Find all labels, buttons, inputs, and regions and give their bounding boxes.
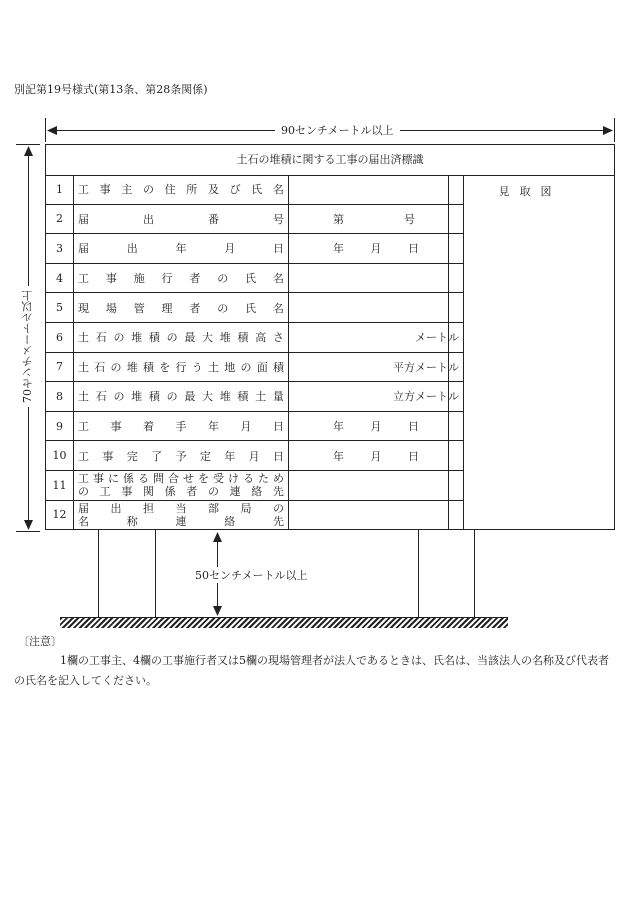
sign-post-left-inner [155, 530, 156, 618]
row-value [289, 175, 464, 204]
sign-post-left-outer [98, 530, 99, 618]
item-text: 工 事 完 了 予 定 年 月 日 [78, 449, 284, 463]
arrow-up-icon [213, 532, 222, 542]
row-number: 7 [46, 352, 74, 382]
arrow-left-icon [47, 126, 57, 135]
item-text: 現 場 管 理 者 の 氏 名 [78, 301, 284, 315]
post-height-label: 50センチメートル以上 [195, 569, 308, 582]
row-item [74, 263, 289, 293]
item-text-line2: 名 称 連 絡 先 [78, 514, 284, 528]
row-item [74, 470, 289, 500]
row-value [289, 204, 464, 234]
row-number: 3 [46, 234, 74, 264]
no-suffix: 号 [404, 212, 415, 226]
no-prefix: 第 [333, 212, 344, 226]
table-row [46, 204, 464, 234]
table-row [46, 382, 464, 412]
date-year: 年 [333, 242, 344, 256]
item-text: 工 事 主 の 住 所 及 び 氏 名 [78, 183, 284, 197]
row-value [289, 411, 464, 441]
row-value [289, 293, 464, 323]
width-label: 90センチメートル以上 [275, 122, 400, 138]
row-number: 2 [46, 204, 74, 234]
arrow-down-icon [24, 520, 33, 530]
date-day: 日 [408, 420, 419, 434]
table-row [46, 352, 464, 382]
date-month: 月 [370, 449, 382, 463]
table-row [46, 322, 464, 352]
date-day: 日 [408, 449, 419, 463]
table-row [46, 293, 464, 323]
item-text: 届 出 番 号 [78, 212, 284, 226]
table-row [46, 263, 464, 293]
arrow-down-icon [213, 606, 222, 616]
table-row [46, 234, 464, 264]
row-item [74, 204, 289, 234]
row-value [289, 500, 464, 530]
row-value [289, 441, 464, 471]
row-number: 10 [46, 441, 74, 471]
row-item [74, 322, 289, 352]
row-item [74, 441, 289, 471]
note-body: 1欄の工事主、4欄の工事施行者又は5欄の現場管理者が法人であるときは、氏名は、当該法人の名称及び代表者の氏名を記入してください。 [14, 654, 609, 687]
height-label: 70センチメートル以上 [20, 286, 36, 407]
height-dimension [16, 144, 40, 532]
arrow-up-icon [24, 146, 33, 156]
height-dim-bottom-tick [16, 531, 40, 532]
item-text: 工 事 施 行 者 の 氏 名 [78, 272, 284, 286]
row-number: 8 [46, 382, 74, 412]
row-item [74, 352, 289, 382]
sign-table [46, 175, 464, 530]
item-text: 届 出 年 月 日 [78, 242, 284, 256]
row-item [74, 234, 289, 264]
row-number: 1 [46, 175, 74, 204]
form-heading: 別記第19号様式(第13条、第28条関係) [14, 83, 208, 96]
row-item [74, 500, 289, 530]
width-dimension [45, 118, 615, 142]
item-text: 土 石 の 堆 積 の 最 大 堆 積 土 量 [78, 390, 284, 404]
sign-post-right-inner [418, 530, 419, 618]
row-number: 11 [46, 470, 74, 500]
item-text-line1: 工 事 に 係 る 問 合 せ を 受 け る た め [78, 472, 284, 486]
sign-post-right-outer [474, 530, 475, 618]
ground-hatching [60, 617, 508, 628]
item-text: 土 石 の 堆 積 の 最 大 堆 積 高 さ [78, 331, 284, 345]
row-value: 平方メートル [289, 352, 464, 382]
table-row [46, 500, 464, 530]
height-dim-top-tick [16, 144, 40, 145]
table-row [46, 411, 464, 441]
arrow-right-icon [603, 126, 613, 135]
note-title: 〔注意〕 [18, 635, 62, 648]
table-row [46, 441, 464, 471]
item-text-line1: 届 出 担 当 部 局 の [78, 501, 284, 515]
item-text: 工 事 着 手 年 月 日 [78, 420, 284, 434]
sign-board [45, 144, 615, 530]
date-year: 年 [333, 449, 344, 463]
sign-title: 土石の堆積に関する工事の届出済標識 [46, 145, 614, 176]
date-month: 月 [370, 242, 382, 256]
row-number: 5 [46, 293, 74, 323]
width-dim-left-tick [45, 118, 46, 142]
row-item [74, 175, 289, 204]
item-text-line2: の 工 事 関 係 者 の 連 絡 先 [78, 485, 284, 499]
row-number: 9 [46, 411, 74, 441]
date-day: 日 [408, 242, 419, 256]
row-number: 6 [46, 322, 74, 352]
date-year: 年 [333, 420, 344, 434]
row-item [74, 293, 289, 323]
row-value: 立方メートル [289, 382, 464, 412]
item-text: 土 石 の 堆 積 を 行 う 土 地 の 面 積 [78, 360, 284, 374]
table-row [46, 470, 464, 500]
row-number: 4 [46, 263, 74, 293]
row-value [289, 470, 464, 500]
table-row [46, 175, 464, 204]
date-month: 月 [370, 420, 382, 434]
row-item [74, 382, 289, 412]
row-number: 12 [46, 500, 74, 530]
width-dim-right-tick [614, 118, 615, 142]
sketch-label: 見取図 [498, 185, 562, 198]
row-value: メートル [289, 322, 464, 352]
row-item [74, 411, 289, 441]
row-value [289, 263, 464, 293]
row-value [289, 234, 464, 264]
